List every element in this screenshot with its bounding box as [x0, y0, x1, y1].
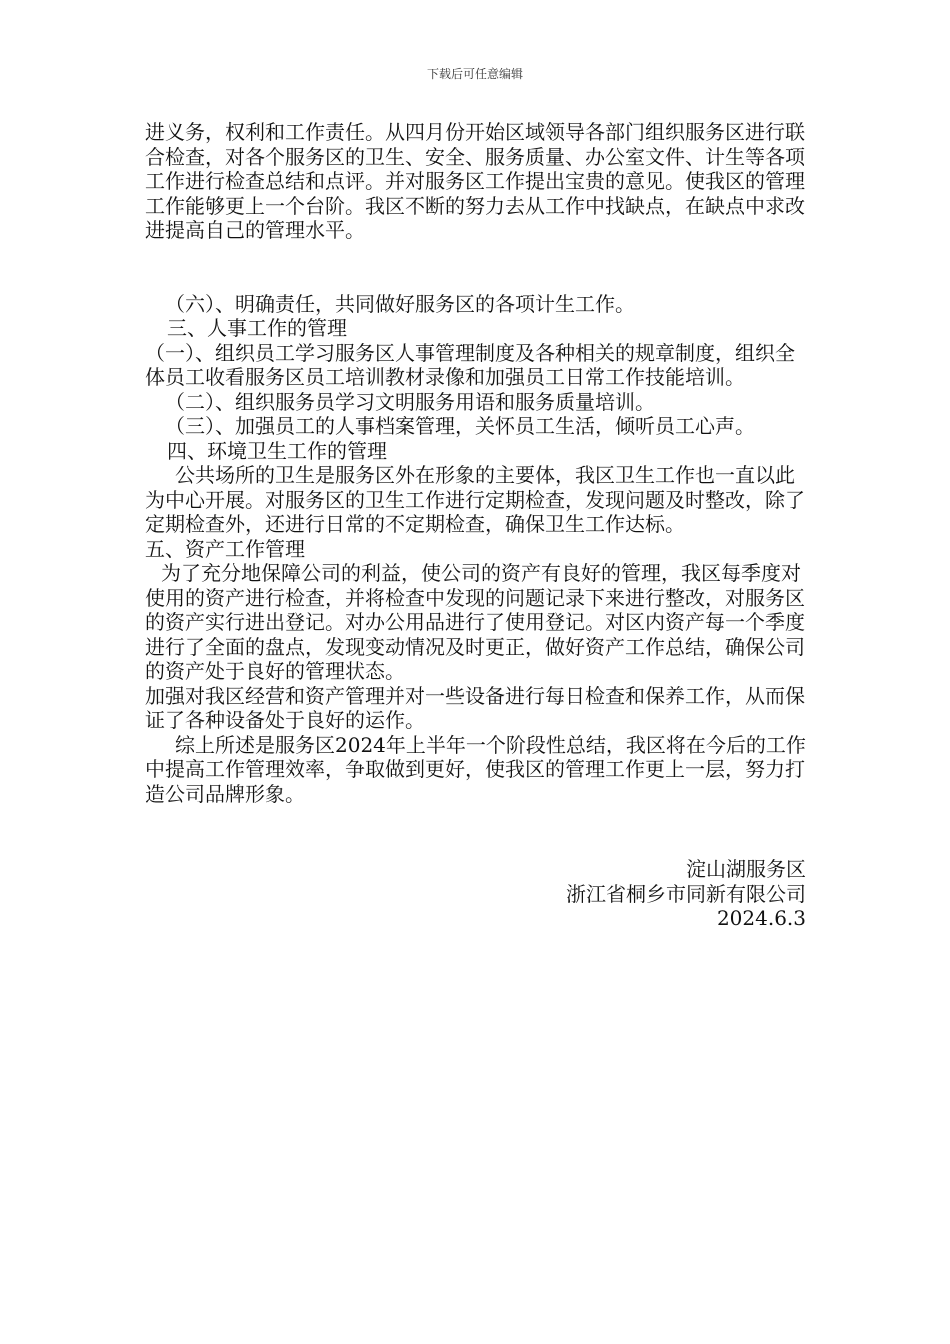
heading-assets: 五、资产工作管理 [145, 536, 305, 561]
paragraph-summary: 综上所述是服务区2024年上半年一个阶段性总结，我区将在今后的工作中提高工作管理效率，争取做到更好，使我区的管理工作更上一层，努力打造公司品牌形象。 [145, 732, 806, 806]
paragraph-personnel-2: （二）、组织服务员学习文明服务用语和服务质量培训。 [165, 389, 655, 414]
paragraph-personnel-1: （一）、组织员工学习服务区人事管理制度及各种相关的规章制度，组织全体员工收看服务区员工培训教材录像和加强员工日常工作技能培训。 [145, 340, 795, 389]
signature-company: 浙江省桐乡市同新有限公司 [566, 881, 806, 906]
paragraph-personnel-3: （三）、加强员工的人事档案管理，关怀员工生活，倾听员工心声。 [165, 414, 755, 438]
spacer [145, 243, 810, 292]
page-header-note: 下载后可任意编辑 [426, 67, 523, 81]
heading-personnel: 三、人事工作的管理 [167, 316, 347, 340]
heading-hygiene: 四、环境卫生工作的管理 [167, 438, 387, 463]
paragraph-family-planning: （六）、明确责任，共同做好服务区的各项计生工作。 [165, 291, 635, 316]
paragraph-inspection: 进义务，权利和工作责任。从四月份开始区域领导各部门组织服务区进行联合检查，对各个服务区的卫生、安全、服务质量、办公室文件、计生等各项工作进行检查总结和点评。并对服务区工作提出宝贵的意见。使我区的管理工作能够更上一个台阶。我区不断的努力去从工作中找缺点，在缺点中求改进提高自己的管理水平。 [145, 120, 805, 242]
document-body [145, 120, 810, 931]
paragraph-assets-1: 为了充分地保障公司的利益，使公司的资产有良好的管理，我区每季度对使用的资产进行检查，并将检查中发现的问题记录下来进行整改，对服务区的资产实行进出登记。对办公用品进行了使用登记。对区内资产每一个季度进行了全面的盘点，发现变动情况及时更正，做好资产工作总结，确保公司的资产处于良好的管理状态。 [145, 561, 805, 683]
signature-org: 淀山湖服务区 [686, 857, 806, 881]
paragraph-assets-2: 加强对我区经营和资产管理并对一些设备进行每日检查和保养工作，从而保证了各种设备处于良好的运作。 [145, 683, 805, 732]
paragraph-hygiene: 公共场所的卫生是服务区外在形象的主要体，我区卫生工作也一直以此为中心开展。对服务区的卫生工作进行定期检查，发现问题及时整改，除了定期检查外，还进行日常的不定期检查，确保卫生工作达标。 [145, 463, 805, 536]
signature-date: 2024.6.3 [716, 906, 806, 930]
signature-block [145, 857, 810, 931]
spacer [145, 806, 810, 857]
